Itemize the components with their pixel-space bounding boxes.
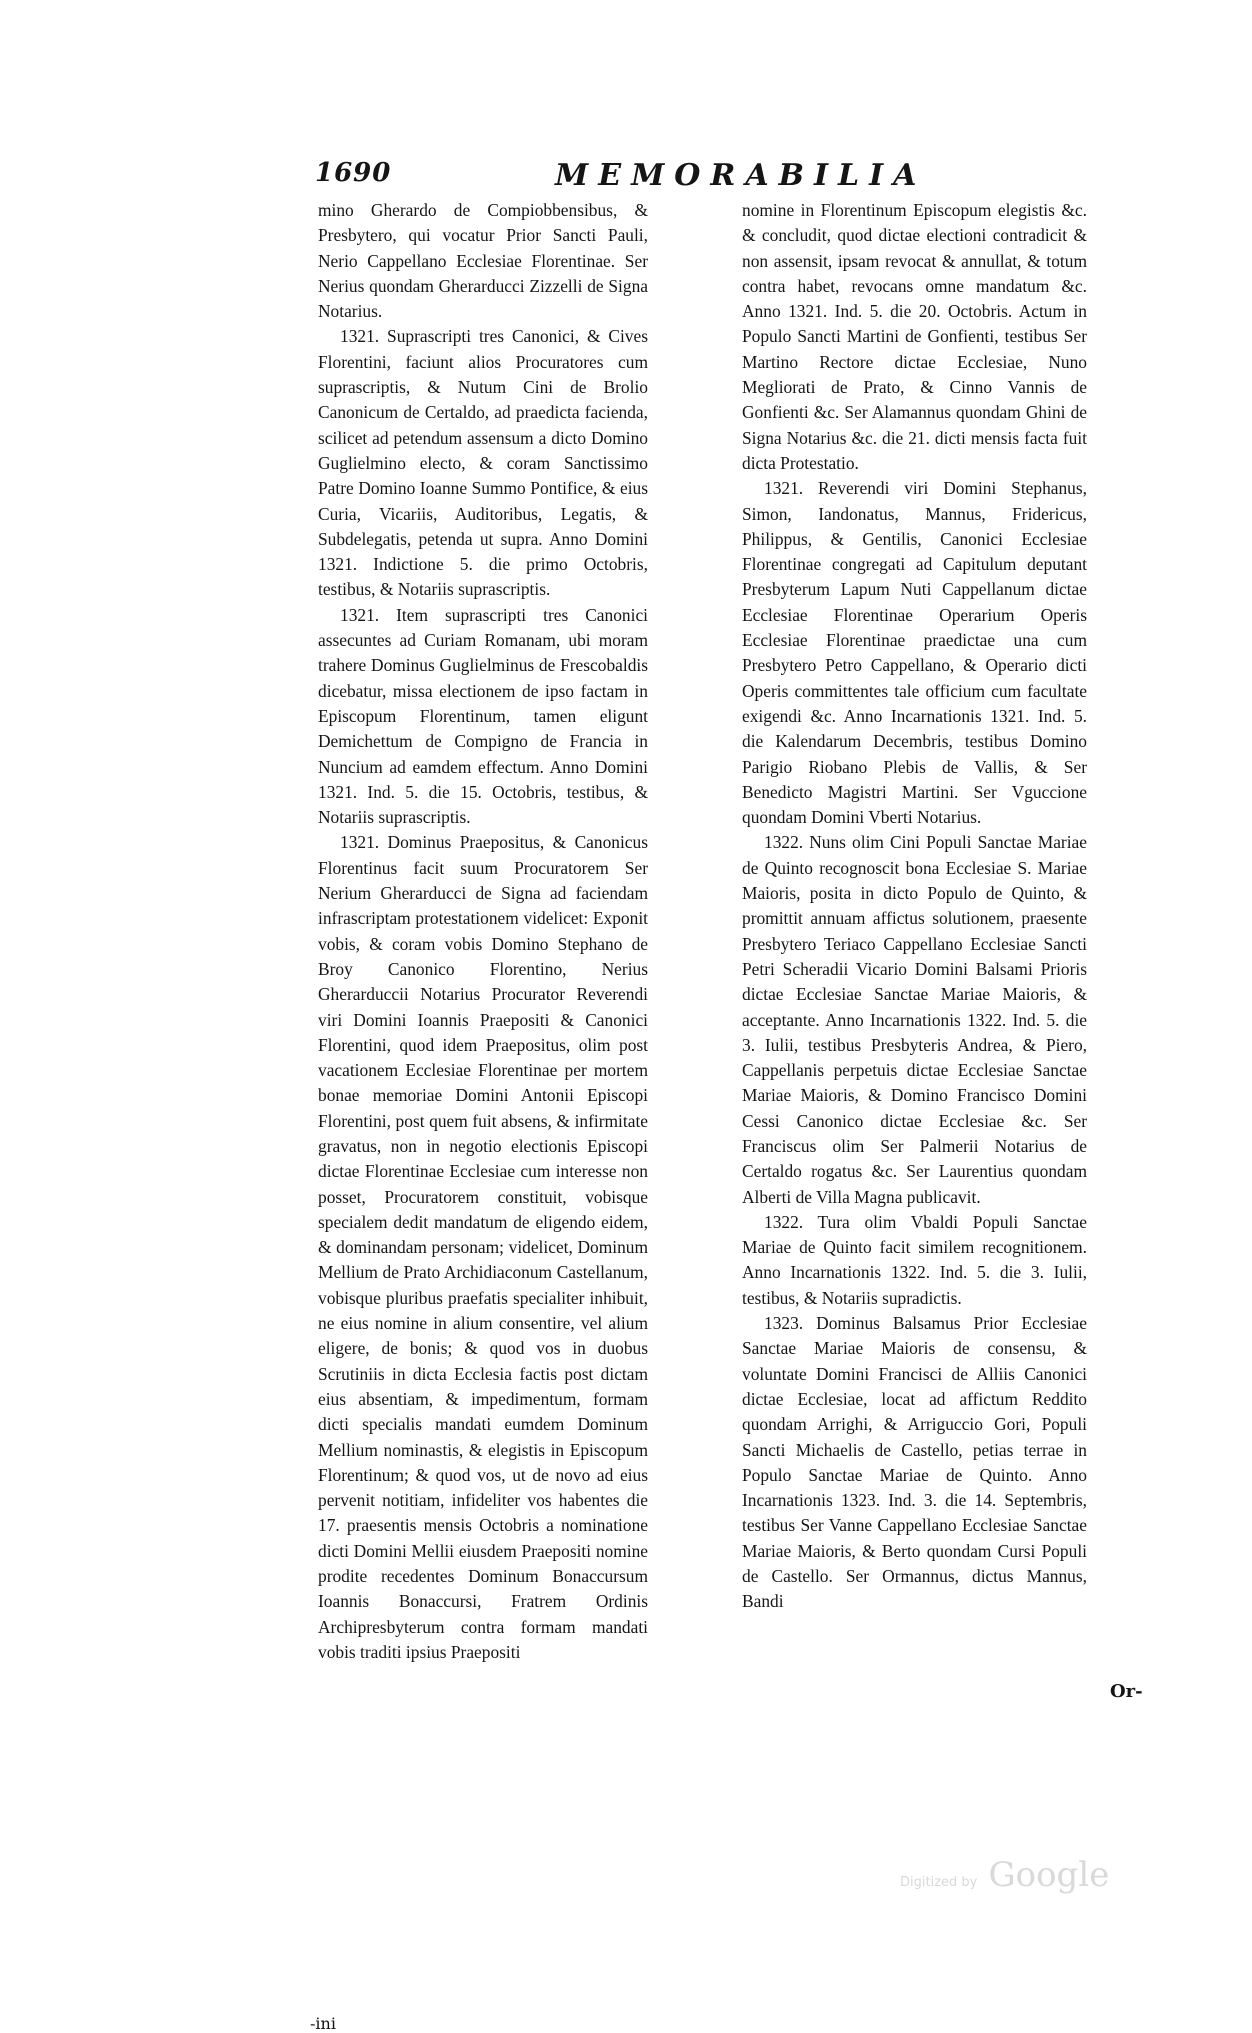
paragraph: 1323. Dominus Balsamus Prior Ecclesiae Sanctae Mariae Maioris de consensu, & voluntate Domini Francisci de Alliis Canonici dictae Ecclesiae, locat ad affictum Reddito quondam Arrighi, & Arriguccio Gori, Populi Sancti Michaelis de Castello, petias terrae in Populo Sanctae Mariae de Quinto. Anno Incarnationis 1323. Ind. 3. die 14. Septembris, testibus Ser Vanne Cappellano Ecclesiae Sanctae Mariae Maioris, & Berto quondam Cursi Populi de Castello. Ser Ormannus, dictus Mannus, Bandi [742, 1313, 1087, 1612]
running-head: MEMORABILIA [555, 158, 927, 193]
paragraph: 1321. Reverendi viri Domini Stephanus, Simon, Iandonatus, Mannus, Fridericus, Philippus, & Gentilis, Canonici Ecclesiae Florentinae congregati ad Capitulum deputant Presbyterum Lapum Nuti Cappellanum dictae Ecclesiae Florentinae Operarium Operis Ecclesiae Florentinae praedictae una cum Presbytero Petro Cappellano, & Operario dicti Operis committentes tale officium cum facultate exigendi &c. Anno Incarnationis 1321. Ind. 5. die Kalendarum Decembris, testibus Domino Parigio Riobano Plebis de Vallis, & Ser Benedicto Magistri Martini. Ser Vguccione quondam Domini Vberti Notarius. [742, 478, 1087, 828]
page-header [315, 158, 1015, 198]
paragraph: 1321. Item suprascripti tres Canonici assecuntes ad Curiam Romanam, ubi moram trahere Dominus Guglielminus de Frescobaldis dicebatur, missa electionem de ipso factam in Episcopum Florentinum, tamen eligunt Demichettum de Compigno de Francia in Nuncium ad eamdem effectum. Anno Domini 1321. Ind. 5. die 15. Octobris, testibus, & Notariis suprascriptis. [318, 604, 648, 828]
right-column [742, 198, 1087, 1615]
page-number: 1690 [315, 158, 392, 188]
paragraph: 1322. Tura olim Vbaldi Populi Sanctae Mariae de Quinto facit similem recognitionem. Anno Incarnationis 1322. Ind. 5. die 3. Iulii, testibus, & Notariis supradictis. [742, 1211, 1087, 1308]
watermark-logo: Google [988, 1855, 1110, 1895]
paragraph: 1321. Dominus Praepositus, & Canonicus Florentinus facit suum Procuratorem Ser Nerium Gherarducci de Signa ad faciendam infrascriptam protestationem videlicet: Exponit vobis, & coram vobis Domino Stephano de Broy Canonico Florentino, Nerius Gherarduccii Notarius Procurator Reverendi viri Domini Ioannis Praepositi & Canonici Florentini, quod idem Praepositus, olim post vacationem Ecclesiae Florentinae per mortem bonae memoriae Domini Antonii Episcopi Florentini, post quem fuit absens, & infirmitate gravatus, non in negotio electionis Episcopi dictae Florentinae Ecclesiae cum interesse non posset, Procuratorem constituit, vobisque specialem dedit mandatum de eligendo eidem, & dominandam personam; videlicet, Dominum Mellium de Prato Archidiaconum Castellanum, vobisque pluribus praefatis specialiter inhibuit, ne eius nomine in alium consentire, vel alium eligere, de bonis; & quod vos in duobus Scrutiniis in dicta Ecclesia factis post dictam eius absentiam, & impedimentum, formam dicti specialis mandati eumdem Dominum Mellium nominastis, & elegistis in Episcopum Florentinum; & quod vos, ut de novo ad eius pervenit notitiam, infideliter vos habentes die 17. praesentis mensis Octobris a nominatione dicti Domini Mellii eiusdem Praepositi nomine prodite recedentes Dominum Bonaccursum Ioannis Bonaccursi, Fratrem Ordinis Archipresbyterum contra formam mandati vobis traditi ipsius Praepositi [318, 832, 648, 1662]
catchword: Or- [1110, 1681, 1143, 1702]
paragraph: 1322. Nuns olim Cini Populi Sanctae Mariae de Quinto recognoscit bona Ecclesiae S. Mariae Maioris, posita in dicto Populo de Quinto, & promittit annuam affictus solutionem, praesente Presbytero Teriaco Cappellano Ecclesiae Sancti Petri Scheradii Vicario Domini Balsami Prioris dictae Ecclesiae Sanctae Mariae Maioris, & acceptante. Anno Incarnationis 1322. Ind. 5. die 3. Iulii, testibus Presbyteris Andrea, & Piero, Cappellanis perpetuis dictae Ecclesiae Sanctae Mariae Maioris, & Domino Francisco Domini Cessi Canonico dictae Ecclesiae &c. Ser Franciscus olim Ser Palmerii Notarius de Certaldo rogatus &c. Ser Laurentius quondam Alberti de Villa Magna publicavit. [742, 832, 1087, 1207]
watermark-prefix: Digitized by [900, 1875, 978, 1890]
paragraph: mino Gherardo de Compiobbensibus, & Presbytero, qui vocatur Prior Sancti Pauli, Nerio Cappellano Ecclesiae Florentinae. Ser Nerius quondam Gherarducci Zizzelli de Signa Notarius. [318, 200, 648, 322]
paragraph: 1321. Suprascripti tres Canonici, & Cives Florentini, faciunt alios Procuratores cum suprascriptis, & Nutum Cini de Brolio Canonicum de Certaldo, ad praedicta facienda, scilicet ad petendum assensum a dicto Domino Guglielmino electo, & coram Sanctissimo Patre Domino Ioanne Summo Pontifice, & eius Curia, Vicariis, Auditoribus, Legatis, & Subdelegatis, petenda ut supra. Anno Domini 1321. Indictione 5. die primo Octobris, testibus, & Notariis suprascriptis. [318, 326, 648, 600]
digitization-watermark [900, 1855, 1109, 1895]
paragraph: nomine in Florentinum Episcopum elegistis &c. & concludit, quod dictae electioni contradicit & non assensit, ipsam revocat & annullat, & totum contra habet, revocans omne mandatum &c. Anno 1321. Ind. 5. die 20. Octobris. Actum in Populo Sancti Martini de Gonfienti, testibus Ser Martino Rectore dictae Ecclesiae, Nuno Megliorati de Prato, & Cinno Vannis de Gonfienti &c. Ser Alamannus quondam Ghini de Signa Notarius &c. die 21. dicti mensis facta fuit dicta Protestatio. [742, 200, 1087, 473]
left-catchword: -ini [310, 2014, 336, 2033]
left-column [318, 198, 648, 1665]
